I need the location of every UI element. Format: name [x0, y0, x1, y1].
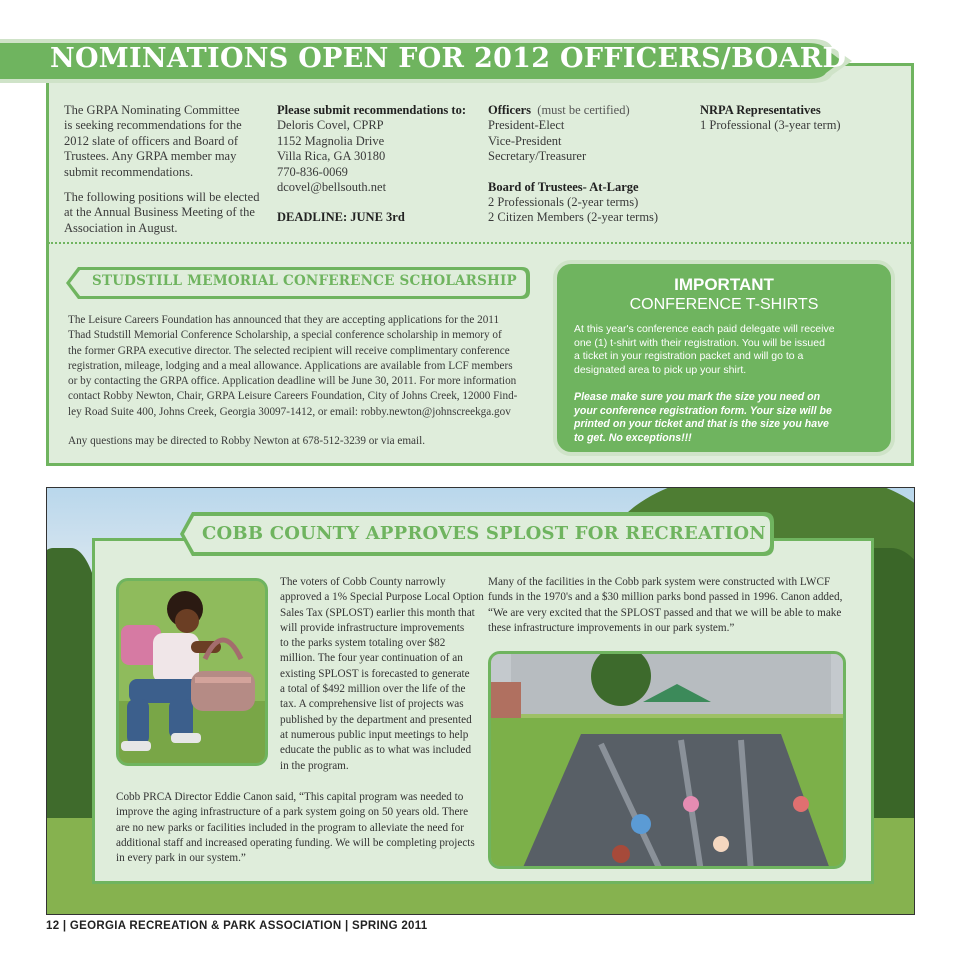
- water-slide-photo: [488, 651, 846, 869]
- contact-email: dcovel@bellsouth.net: [277, 180, 387, 195]
- page-footer: 12 | GEORGIA RECREATION & PARK ASSOCIATION | SPRING 2011: [46, 920, 428, 932]
- deadline: DEADLINE: JUNE 3rd: [277, 210, 405, 225]
- important-note: Please make sure you mark the size you need on your conference registration form. Your size will be printed on your ticket and that is the size you have to get. No exceptions!!!: [574, 391, 832, 444]
- nrpa-heading: NRPA Representatives: [700, 103, 821, 117]
- girl-easter-basket-photo: [116, 578, 268, 766]
- nominations-contact: Please submit recommendations to: Deloris Covel, CPRP 1152 Magnolia Drive Villa Rica, GA 30180 770-836-0069 dcovel@bellsouth.net DEADLINE: JUNE 3rd: [277, 103, 477, 226]
- nominations-title: NOMINATIONS OPEN FOR 2012 OFFICERS/BOARD: [50, 43, 847, 74]
- scholarship-title: STUDSTILL MEMORIAL CONFERENCE SCHOLARSHIP: [92, 273, 517, 289]
- dotted-divider: [48, 242, 912, 244]
- cobb-article-col1: The voters of Cobb County narrowly approved a 1% Special Purpose Local Option Sales Tax (SPLOST) earlier this month that will provide infrastructure improvements to the parks system totaling over $82 million. The four year continuation of an existing SPLOST is forecasted to generate a total of $492 million over the life of the tax. A comprehensive list of projects was published by the department and presented at numerous public input meetings to help educate the public as to what was included in the program.: [280, 576, 484, 772]
- important-subtitle: CONFERENCE T-SHIRTS: [629, 296, 819, 313]
- nrpa-representatives: NRPA Representatives 1 Professional (3-year term): [700, 103, 900, 134]
- nominations-positions: Officers (must be certified) President-Elect Vice-President Secretary/Treasurer Board of Trustees- At-Large 2 Professionals (2-year terms) 2 Citizen Members (2-year terms): [488, 103, 688, 226]
- officers-heading: Officers: [488, 103, 532, 117]
- scholarship-contact: Any questions may be directed to Robby Newton at 678-512-3239 or via email.: [68, 435, 425, 447]
- important-body: At this year's conference each paid delegate will receive one (1) t-shirt with their registration. You will be issued a ticket in your registration packet and will go to a designated area to pick up your shirt.: [574, 323, 835, 376]
- cobb-article-col2: Many of the facilities in the Cobb park system were constructed with LWCF funds in the 1970's and a $30 million parks bond passed in 1996. Canon added, “We are very excited that the SPLOST passed and that we will be able to make these infrastructure improvements in our park system.”: [488, 576, 843, 634]
- nominations-intro: The GRPA Nominating Committee is seeking recommendations for the 2012 slate of officers and Board of Trustees. Any GRPA member may submit recommendations. The following positions will be elected at the Annual Business Meeting of the Association in August.: [64, 103, 260, 235]
- contact-heading: Please submit recommendations to:: [277, 103, 466, 117]
- cobb-title: COBB COUNTY APPROVES SPLOST FOR RECREATION: [202, 523, 766, 544]
- cobb-article-quote: Cobb PRCA Director Eddie Canon said, “This capital program was needed to improve the aging infrastructure of a park system going on 50 years old. There are no new parks or facilities included in the program to alleviate the need for additional staff and increased operating funding. We will be completing projects in every park in our system.”: [116, 791, 475, 865]
- important-box: [553, 260, 895, 456]
- important-title: IMPORTANT: [674, 275, 774, 294]
- scholarship-body: The Leisure Careers Foundation has announced that they are accepting applications for the 2011 Thad Studstill Memorial Conference Scholarship, a special conference scholarship in memory of the former GRPA executive director. The selected recipient will receive complimentary conference registration, mileage, lodging and a meal allowance. Applications are available from LCF members or by contacting the GRPA office. Application deadline will be June 30, 2011. For more information contact Robby Newton, Chair, GRPA Leisure Careers Foundation, City of Johns Creek, 12000 Find- ley Road Suite 400, Johns Creek, Georgia 30097-1412, or email: robby.newton@johnscreekga.gov: [68, 314, 518, 418]
- board-heading: Board of Trustees- At-Large: [488, 179, 639, 194]
